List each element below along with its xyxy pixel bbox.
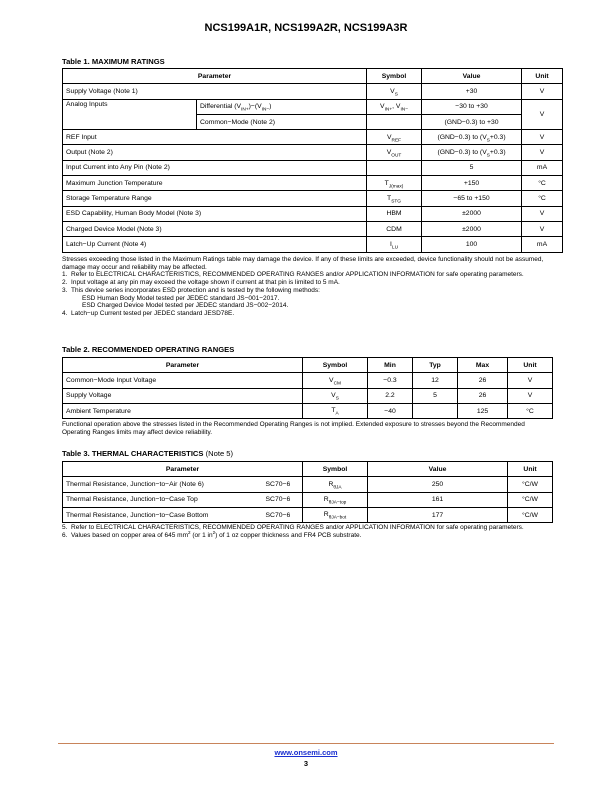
document-title: NCS199A1R, NCS199A2R, NCS199A3R bbox=[204, 22, 408, 34]
header-symbol: Symbol bbox=[367, 69, 422, 84]
symbol-cell: $R_{\theta JA-top}$ bbox=[303, 492, 368, 507]
value-cell: (GND−0.3) to +30 bbox=[422, 114, 522, 129]
unit-cell: °C bbox=[522, 191, 563, 206]
unit-cell: V bbox=[508, 388, 553, 403]
thermal-characteristics-table bbox=[62, 461, 553, 523]
table-row bbox=[63, 176, 563, 191]
symbol-cell: $V_{IN+}$, $V_{IN-}$ bbox=[367, 99, 422, 114]
unit-cell: mA bbox=[522, 237, 563, 252]
param-cell: Input Current into Any Pin (Note 2) bbox=[63, 160, 367, 175]
param-cell: Charged Device Model (Note 3) bbox=[63, 221, 367, 236]
typ-cell bbox=[413, 403, 458, 418]
symbol-cell: HBM bbox=[367, 206, 422, 221]
param-cell: Supply Voltage bbox=[63, 388, 303, 403]
header-unit: Unit bbox=[508, 358, 553, 373]
symbol-cell bbox=[367, 114, 422, 129]
sub-param-cell: Common−Mode (Note 2) bbox=[197, 114, 367, 129]
param-cell: Supply Voltage (Note 1) bbox=[63, 84, 367, 99]
value-cell: ±2000 bbox=[422, 221, 522, 236]
note-4: 4. Latch−up Current tested per JEDEC standard JESD78E. bbox=[62, 309, 235, 317]
header-unit: Unit bbox=[522, 69, 563, 84]
value-cell: 100 bbox=[422, 237, 522, 252]
header-min: Min bbox=[368, 358, 413, 373]
symbol-cell: CDM bbox=[367, 221, 422, 236]
unit-cell: mA bbox=[522, 160, 563, 175]
param-cell: Common−Mode Input Voltage bbox=[63, 373, 303, 388]
note-3b: ESD Charged Device Model tested per JEDEC standard JS−002−2014. bbox=[82, 302, 289, 310]
note-5: 5. Refer to ELECTRICAL CHARACTERISTICS, RECOMMENDED OPERATING RANGES and/or APPLICATION INFORMATION for safe operating parameters. bbox=[62, 524, 524, 531]
unit-cell: °C/W bbox=[508, 477, 553, 492]
symbol-cell: $T_{STG}$ bbox=[367, 191, 422, 206]
table-row bbox=[63, 477, 553, 492]
page-number: 3 bbox=[303, 759, 309, 768]
table-row bbox=[63, 84, 563, 99]
header-parameter: Parameter bbox=[63, 462, 303, 477]
note-3a: ESD Human Body Model tested per JEDEC standard JS−001−2017. bbox=[82, 294, 280, 302]
table-row bbox=[63, 507, 553, 522]
table-header-row bbox=[63, 358, 553, 373]
param-cell: Thermal Resistance, Junction−to−Case Bottom bbox=[63, 507, 263, 522]
unit-cell: °C bbox=[508, 403, 553, 418]
header-max: Max bbox=[458, 358, 508, 373]
min-cell: 2.2 bbox=[368, 388, 413, 403]
param-cell: Thermal Resistance, Junction−to−Case Top bbox=[63, 492, 263, 507]
table1-notes bbox=[62, 256, 554, 318]
table-header-row bbox=[63, 462, 553, 477]
param-cell: Latch−Up Current (Note 4) bbox=[63, 237, 367, 252]
param-cell: Storage Temperature Range bbox=[63, 191, 367, 206]
min-cell: −40 bbox=[368, 403, 413, 418]
header-unit: Unit bbox=[508, 462, 553, 477]
notes-intro: Stresses exceeding those listed in the Maximum Ratings table may damage the device. If any of these limits are exceeded, device functionality should not be assumed, damage may occur and reliability may be affected. bbox=[62, 256, 544, 271]
footer-divider bbox=[58, 743, 554, 744]
param-cell: REF Input bbox=[63, 130, 367, 145]
footer-website-link[interactable]: www.onsemi.com bbox=[274, 748, 338, 757]
value-cell: 5 bbox=[422, 160, 522, 175]
header-typ: Typ bbox=[413, 358, 458, 373]
header-parameter: Parameter bbox=[63, 358, 303, 373]
table2-note-text: Functional operation above the stresses listed in the Recommended Operating Ranges is not implied. Extended exposure to stresses beyond the Recommended Operating Ranges limits may affect device reliability. bbox=[62, 421, 525, 436]
maximum-ratings-table bbox=[62, 68, 563, 253]
param-cell: Analog Inputs bbox=[63, 99, 197, 130]
symbol-cell: $R_{\theta JA}$ bbox=[303, 477, 368, 492]
note-2: 2. Input voltage at any pin may exceed the voltage shown if current at that pin is limited to 5 mA. bbox=[62, 279, 340, 287]
symbol-cell: $V_{OUT}$ bbox=[367, 145, 422, 160]
value-cell: (GND−0.3) to $(V_S+0.3)$ bbox=[422, 130, 522, 145]
note-3: 3. This device series incorporates ESD protection and is tested by the following methods: bbox=[62, 286, 320, 294]
param-cell: Maximum Junction Temperature bbox=[63, 176, 367, 191]
table2-note bbox=[62, 421, 554, 436]
unit-cell: °C/W bbox=[508, 507, 553, 522]
symbol-cell: $V_{REF}$ bbox=[367, 130, 422, 145]
symbol-cell: $V_S$ bbox=[303, 388, 368, 403]
note-6: 6. Values based on copper area of 645 $mm^2$ (or 1 $in^2$) of 1 oz copper thickness and FR4 PCB substrate. bbox=[62, 529, 362, 539]
symbol-cell: $V_S$ bbox=[367, 84, 422, 99]
unit-cell: °C bbox=[522, 176, 563, 191]
table-row bbox=[63, 403, 553, 418]
value-cell: +30 bbox=[422, 84, 522, 99]
param-cell: ESD Capability, Human Body Model (Note 3) bbox=[63, 206, 367, 221]
unit-cell: V bbox=[522, 206, 563, 221]
package-cell: SC70−6 bbox=[263, 477, 303, 492]
table-row bbox=[63, 130, 563, 145]
table3-notes bbox=[62, 524, 554, 539]
table-row bbox=[63, 191, 563, 206]
symbol-cell: $V_{CM}$ bbox=[303, 373, 368, 388]
value-cell: 161 bbox=[368, 492, 508, 507]
header-value: Value bbox=[422, 69, 522, 84]
table-row bbox=[63, 99, 563, 114]
value-cell: (GND−0.3) to $(V_S+0.3)$ bbox=[422, 145, 522, 160]
package-cell: SC70−6 bbox=[263, 492, 303, 507]
max-cell: 26 bbox=[458, 388, 508, 403]
symbol-cell: $I_{LU}$ bbox=[367, 237, 422, 252]
value-cell: −65 to +150 bbox=[422, 191, 522, 206]
table-row bbox=[63, 221, 563, 236]
table-row bbox=[63, 492, 553, 507]
param-cell: Ambient Temperature bbox=[63, 403, 303, 418]
sub-param-cell: Differential $(V_{IN+})-(V_{IN-})$ bbox=[197, 99, 367, 114]
value-cell: +150 bbox=[422, 176, 522, 191]
symbol-cell bbox=[367, 160, 422, 175]
typ-cell: 5 bbox=[413, 388, 458, 403]
table-header-row bbox=[63, 69, 563, 84]
table1-caption: Table 1. MAXIMUM RATINGS bbox=[62, 57, 165, 66]
value-cell: 177 bbox=[368, 507, 508, 522]
symbol-cell: $T_{J(max)}$ bbox=[367, 176, 422, 191]
header-parameter: Parameter bbox=[63, 69, 367, 84]
min-cell: −0.3 bbox=[368, 373, 413, 388]
value-cell: ±2000 bbox=[422, 206, 522, 221]
unit-cell: V bbox=[522, 84, 563, 99]
typ-cell: 12 bbox=[413, 373, 458, 388]
unit-cell: V bbox=[522, 99, 563, 130]
table-row bbox=[63, 206, 563, 221]
table-row bbox=[63, 237, 563, 252]
max-cell: 125 bbox=[458, 403, 508, 418]
unit-cell: V bbox=[522, 221, 563, 236]
recommended-operating-ranges-table bbox=[62, 357, 553, 419]
unit-cell: °C/W bbox=[508, 492, 553, 507]
package-cell: SC70−6 bbox=[263, 507, 303, 522]
header-value: Value bbox=[368, 462, 508, 477]
param-cell: Thermal Resistance, Junction−to−Air (Note 6) bbox=[63, 477, 263, 492]
header-symbol: Symbol bbox=[303, 358, 368, 373]
table-row bbox=[63, 373, 553, 388]
header-symbol: Symbol bbox=[303, 462, 368, 477]
table2-caption: Table 2. RECOMMENDED OPERATING RANGES bbox=[62, 345, 235, 354]
note-1: 1. Refer to ELECTRICAL CHARACTERISTICS, RECOMMENDED OPERATING RANGES and/or APPLICATION INFORMATION for safe operating parameters. bbox=[62, 271, 524, 279]
table3-caption: Table 3. THERMAL CHARACTERISTICS (Note 5) bbox=[62, 449, 234, 458]
unit-cell: V bbox=[508, 373, 553, 388]
unit-cell: V bbox=[522, 130, 563, 145]
max-cell: 26 bbox=[458, 373, 508, 388]
unit-cell: V bbox=[522, 145, 563, 160]
symbol-cell: $R_{\theta JA-bot}$ bbox=[303, 507, 368, 522]
table-row bbox=[63, 145, 563, 160]
symbol-cell: $T_A$ bbox=[303, 403, 368, 418]
table-row bbox=[63, 388, 553, 403]
value-cell: 250 bbox=[368, 477, 508, 492]
value-cell: −30 to +30 bbox=[422, 99, 522, 114]
param-cell: Output (Note 2) bbox=[63, 145, 367, 160]
table-row bbox=[63, 160, 563, 175]
